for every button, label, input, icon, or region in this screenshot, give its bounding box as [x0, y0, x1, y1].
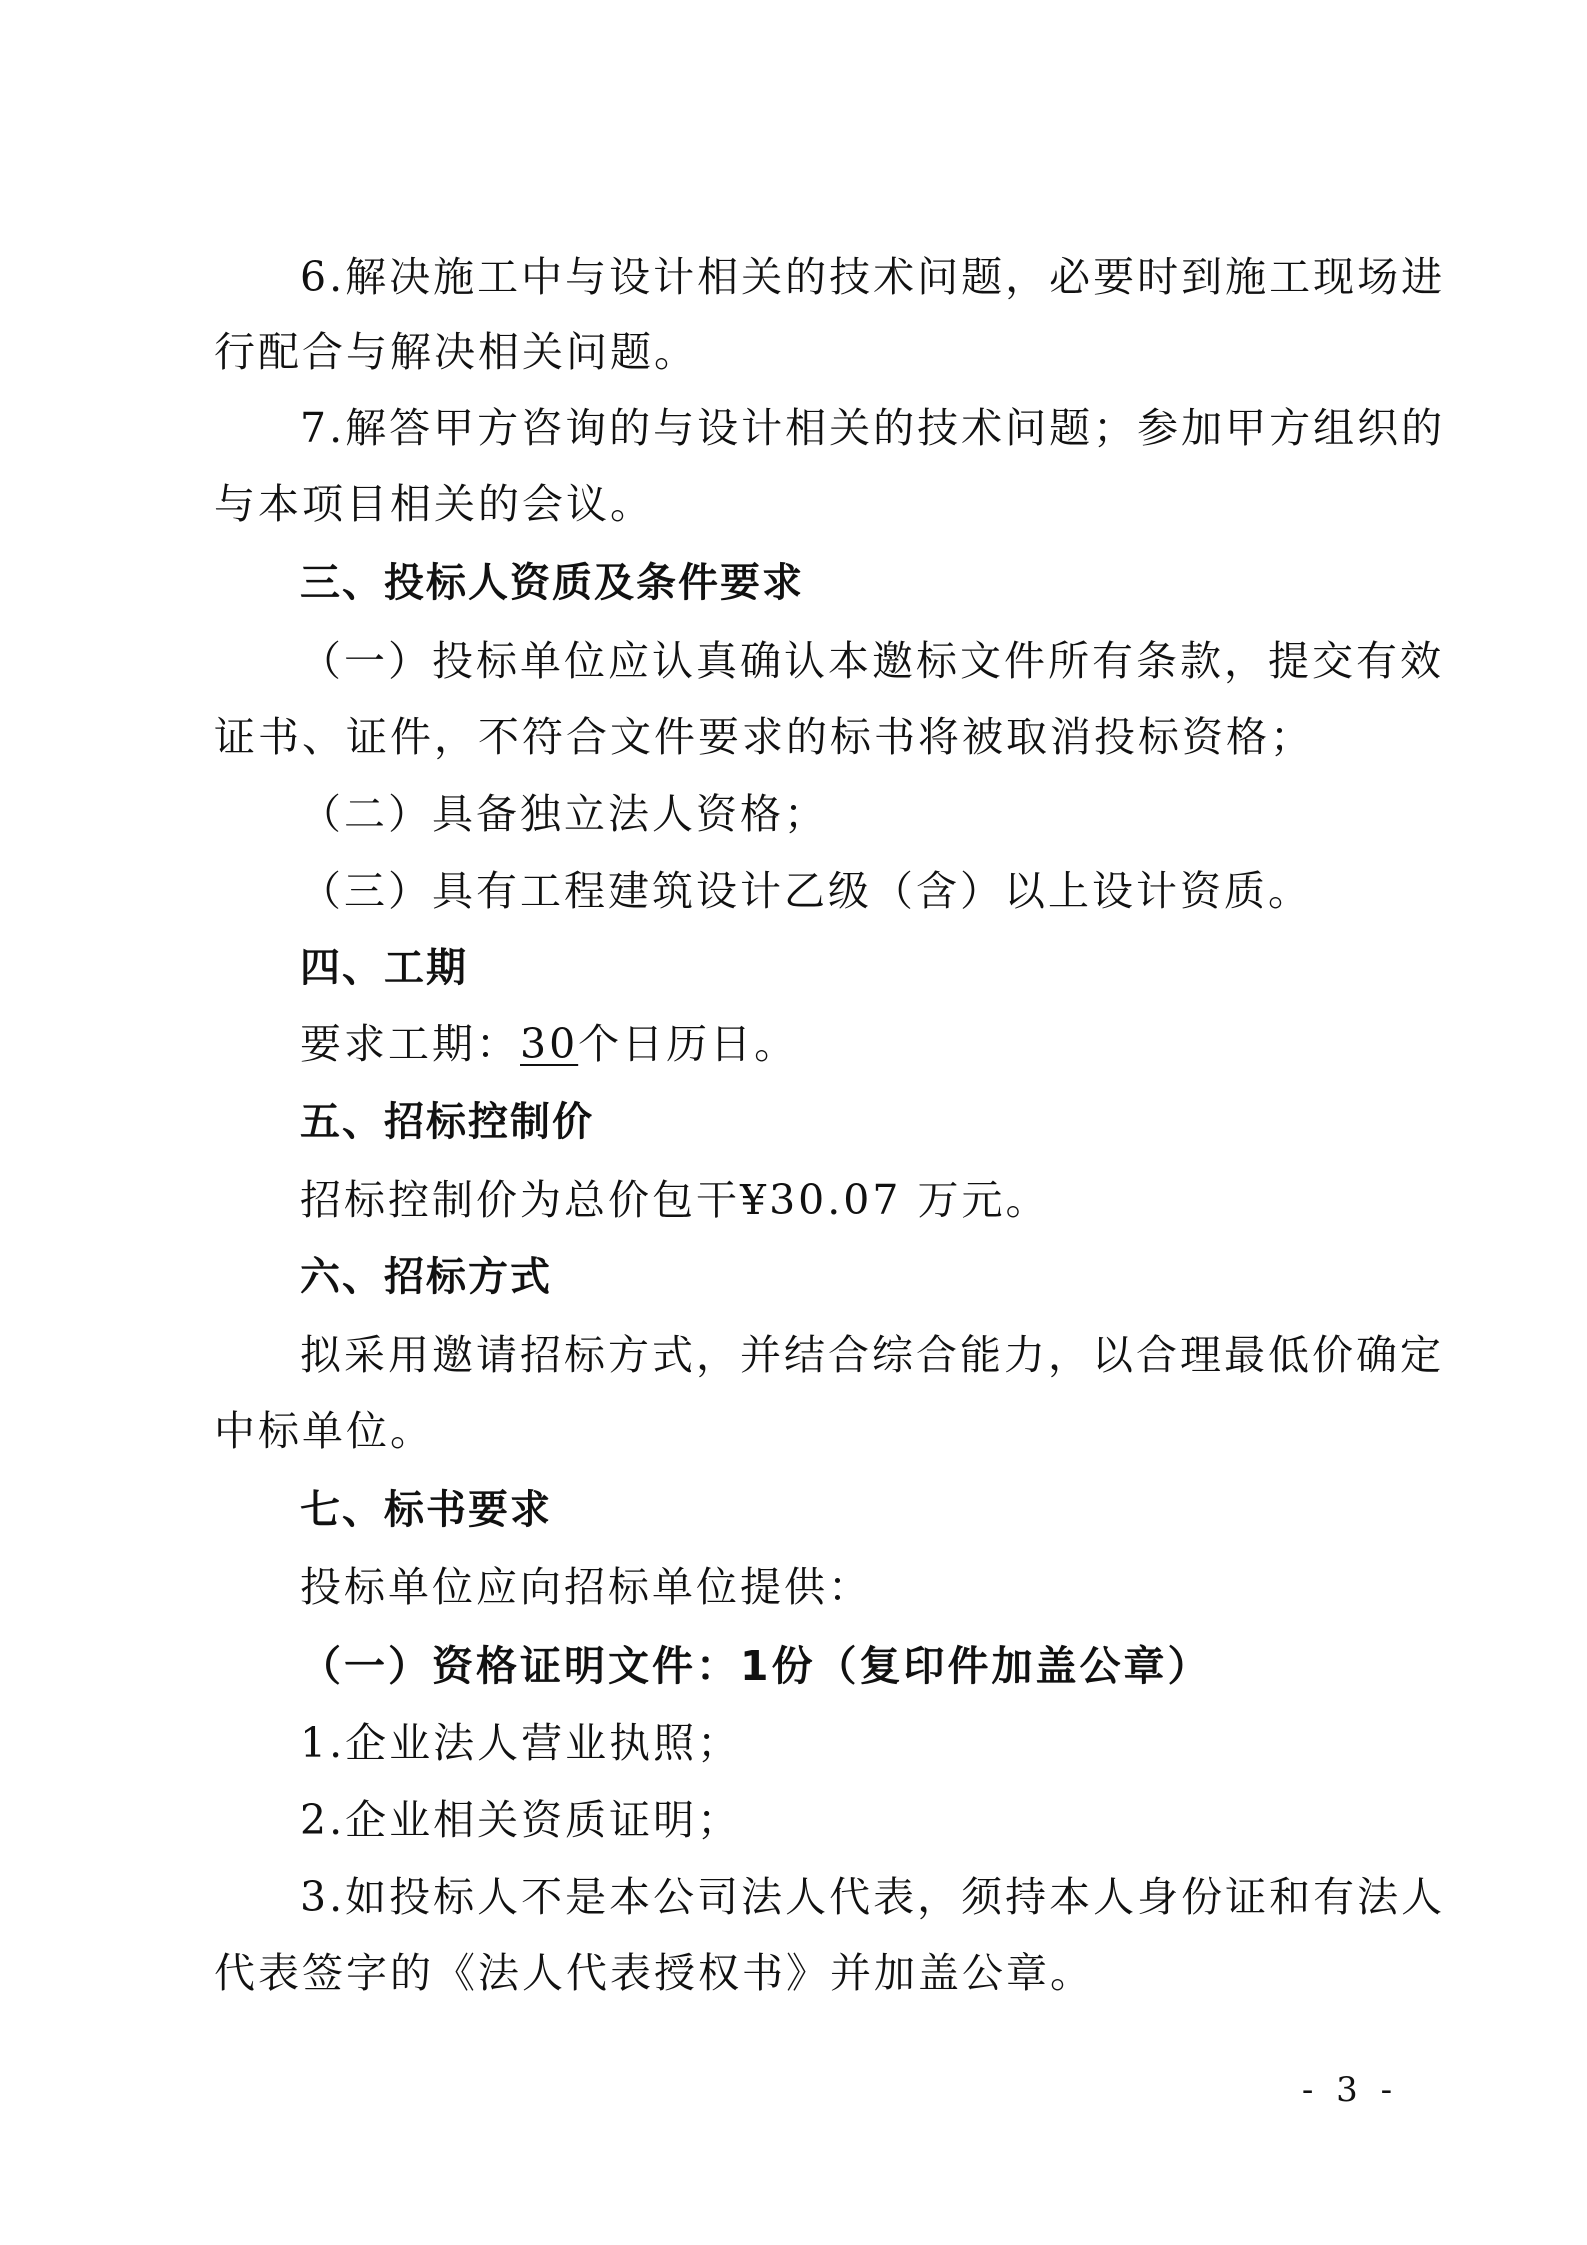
- method-line-2: [0, 1401, 1587, 1461]
- control-price-line: [0, 1170, 1587, 1230]
- list-item-2: [0, 1790, 1587, 1850]
- item-6-line-2: [0, 322, 1587, 382]
- heading-text: 七、标书要求: [300, 1487, 552, 1533]
- paragraph-text: （三）具有工程建筑设计乙级（含）以上设计资质。: [300, 867, 1312, 915]
- qualification-docs-heading: [0, 1636, 1587, 1696]
- list-item-3-line-1: [0, 1867, 1587, 1927]
- duration-days-value: 30: [520, 1020, 579, 1068]
- paragraph-text: 行配合与解决相关问题。: [214, 328, 698, 376]
- heading-text: 五、招标控制价: [300, 1099, 594, 1145]
- paragraph-text: 中标单位。: [214, 1407, 434, 1455]
- list-item-text: 2.企业相关资质证明；: [300, 1796, 742, 1844]
- duration-label: 要求工期：: [300, 1020, 520, 1068]
- section-heading-6: [0, 1247, 1587, 1307]
- list-item-text: 代表签字的《法人代表授权书》并加盖公章。: [214, 1949, 1094, 1997]
- item-7-line-2: [0, 474, 1587, 534]
- duration-unit: 个日历日。: [578, 1020, 799, 1068]
- item-7-line-1: [0, 398, 1587, 458]
- paragraph-text: 拟采用邀请招标方式，并结合综合能力，以合理最低价确定: [300, 1331, 1444, 1379]
- clause-3-2: [0, 784, 1587, 844]
- heading-text: 三、投标人资质及条件要求: [300, 560, 804, 606]
- section-heading-5: [0, 1092, 1587, 1152]
- paragraph-text: 投标单位应向招标单位提供：: [300, 1563, 872, 1611]
- item-6-line-1: [0, 247, 1587, 307]
- list-item-text: 1.企业法人营业执照；: [300, 1719, 742, 1767]
- section-heading-3: [0, 553, 1587, 613]
- heading-text: 四、工期: [300, 945, 468, 991]
- method-line-1: [0, 1325, 1587, 1385]
- paragraph-text: （一）投标单位应认真确认本邀标文件所有条款，提交有效: [300, 637, 1444, 685]
- tender-intro: [0, 1557, 1587, 1617]
- clause-3-1-line-1: [0, 631, 1587, 691]
- list-item-text: 3.如投标人不是本公司法人代表，须持本人身份证和有法人: [300, 1873, 1446, 1921]
- list-item-3-line-2: [0, 1943, 1587, 2003]
- paragraph-text: 7.解答甲方咨询的与设计相关的技术问题；参加甲方组织的: [300, 404, 1446, 452]
- duration-text: [300, 1014, 1394, 1074]
- clause-3-1-line-2: [0, 707, 1587, 767]
- paragraph-text: 证书、证件，不符合文件要求的标书将被取消投标资格；: [214, 713, 1314, 761]
- paragraph-text: 与本项目相关的会议。: [214, 480, 654, 528]
- section-heading-4: [0, 938, 1587, 998]
- subheading-text: （一）资格证明文件：1份（复印件加盖公章）: [300, 1642, 1212, 1690]
- section-heading-7: [0, 1480, 1587, 1540]
- page-number: - 3 -: [1301, 2070, 1399, 2110]
- paragraph-text: （二）具备独立法人资格；: [300, 790, 828, 838]
- clause-3-3: [0, 861, 1587, 921]
- heading-text: 六、招标方式: [300, 1254, 552, 1300]
- paragraph-text: 6.解决施工中与设计相关的技术问题，必要时到施工现场进: [300, 253, 1446, 301]
- duration-line: [0, 1014, 1587, 1074]
- paragraph-text: 招标控制价为总价包干¥30.07 万元。: [300, 1176, 1050, 1224]
- list-item-1: [0, 1713, 1587, 1773]
